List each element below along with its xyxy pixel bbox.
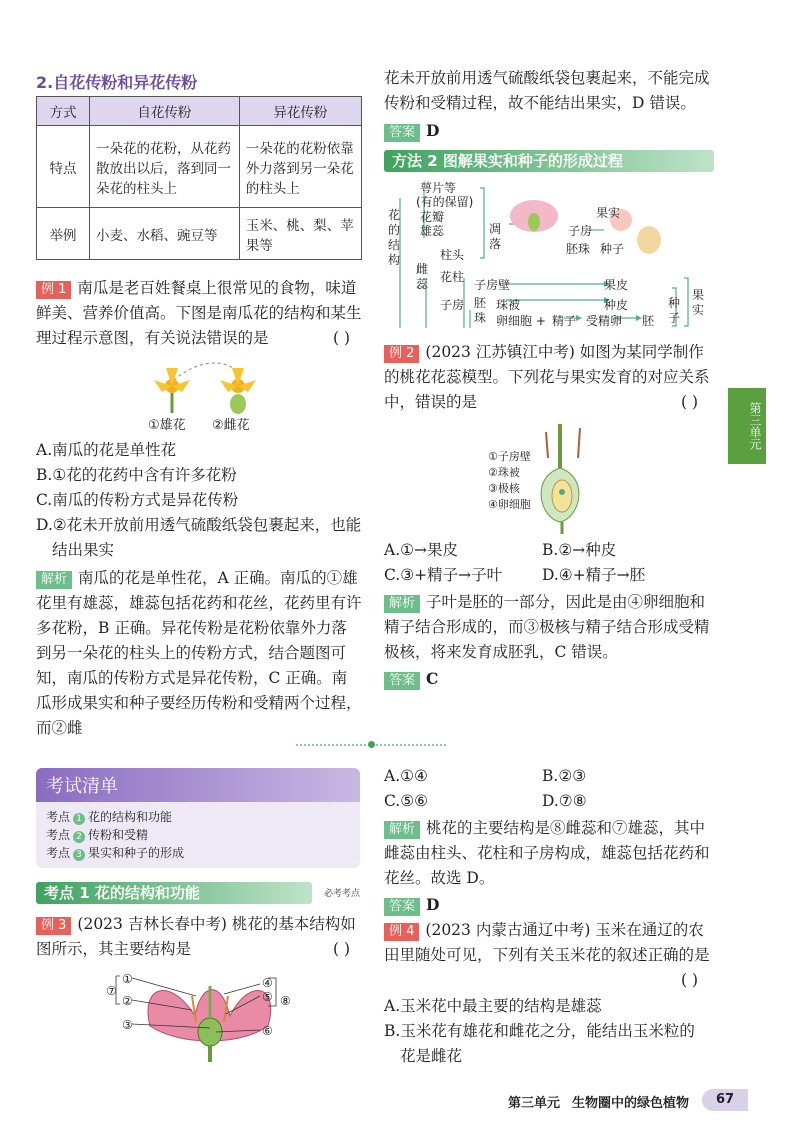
fig-label: ⑤ — [262, 990, 273, 1004]
diagram-text: 花瓣 — [420, 210, 445, 224]
option: D.②花未开放前用透气硫酸纸袋包裹起来，也能结出果实 — [36, 516, 362, 559]
fig-label: ① — [122, 972, 133, 986]
table-header: 异花传粉 — [239, 97, 361, 126]
fig-label: ④ — [262, 976, 273, 990]
point-note: 必考考点 — [324, 889, 361, 899]
question-stem: (2023 吉林长春中考) 桃花的基本结构如图所示，其主要结构是 — [36, 915, 356, 958]
fig-label: ③ — [122, 1018, 133, 1032]
answer-tag: 答案 — [384, 124, 420, 142]
table-header: 方式 — [37, 97, 90, 126]
seed-icon — [637, 226, 661, 254]
options-list — [384, 994, 710, 1069]
exam-checklist — [36, 768, 360, 868]
table-cell: 特点 — [37, 126, 90, 208]
divider-dot — [368, 741, 375, 748]
table-header: 自花传粉 — [90, 97, 240, 126]
options-grid — [384, 764, 710, 814]
options-list — [36, 438, 362, 563]
page-number: 67 — [702, 1089, 748, 1111]
answer-line — [384, 118, 439, 144]
answer-tag: 答案 — [384, 898, 420, 916]
diagram-text: 果实 — [692, 288, 705, 317]
fig-label: ④卵细胞 — [488, 498, 531, 511]
answer-paren: ( ) — [332, 940, 350, 958]
diagram-text: 雄蕊 — [420, 224, 445, 238]
diagram-text: 珠被 — [496, 298, 521, 312]
diagram-text: 果皮 — [604, 278, 629, 292]
analysis-text: 子叶是胚的一部分，因此是由④卵细胞和精子结合形成的，而③极核与精子结合形成受精极核，将来发育成胚乳，C 错误。 — [384, 593, 710, 661]
flower-structure-label: 花的结构 — [388, 208, 401, 267]
answer-paren: ( ) — [680, 971, 698, 989]
section-title: 2.自花传粉和异花传粉 — [36, 73, 198, 92]
checklist-item: 考点 3 果实和种子的形成 — [46, 846, 185, 860]
table-cell: 玉米、桃、梨、苹果等 — [239, 208, 361, 260]
answer-value: D — [426, 121, 440, 140]
diagram-text: 果实 — [596, 206, 621, 220]
example-2 — [384, 340, 710, 415]
diagram-text: 凋落 — [489, 222, 502, 251]
analysis-tag: 解析 — [36, 571, 72, 589]
example-tag: 例 3 — [36, 917, 71, 935]
checklist-title: 考试清单 — [36, 768, 360, 802]
answer-tag: 答案 — [384, 672, 420, 690]
analysis-2 — [384, 590, 710, 665]
checklist-item: 考点 2 传粉和受精 — [46, 828, 149, 842]
footer-chapter: 生物圈中的绿色植物 — [572, 1096, 690, 1111]
options-grid — [384, 538, 710, 588]
analysis-tag: 解析 — [384, 595, 420, 613]
fig-label: ①雄花 — [148, 418, 186, 433]
comparison-table — [36, 96, 362, 260]
diagram-text: 胚 — [642, 314, 655, 328]
analysis-tag: 解析 — [384, 821, 420, 839]
option: B.玉米花有雄花和雌花之分，能结出玉米粒的花是雌花 — [384, 1022, 695, 1065]
peach-flower-icon — [510, 200, 558, 232]
method-banner: 方法 2 图解果实和种子的形成过程 — [384, 150, 714, 172]
answer-paren: ( ) — [332, 329, 350, 347]
fig-label: ② — [122, 994, 133, 1008]
diagram-text: 胚珠 — [474, 296, 487, 325]
analysis-1 — [36, 566, 362, 741]
diagram-text: 柱头 — [440, 248, 465, 262]
option: A.南瓜的花是单性花 — [36, 441, 177, 459]
question-stem: (2023 内蒙古通辽中考) 玉米在通辽的农田里随处可见，下列有关玉米花的叙述正确的是 — [384, 921, 710, 964]
option: D.⑦⑧ — [542, 792, 587, 810]
option: A.①→果皮 — [384, 541, 459, 559]
question-stem: 南瓜是老百姓餐桌上很常见的食物，味道鲜美、营养价值高。下图是南瓜花的结构和某生理过程示意图，有关说法错误的是 — [36, 279, 362, 347]
unit-side-tab: 第三单元 — [728, 388, 766, 464]
diagram-text: 子房 — [440, 298, 465, 312]
footer-unit: 第三单元 — [508, 1096, 561, 1111]
diagram-text: (有的保留) — [416, 195, 474, 209]
male-flower-icon — [154, 368, 190, 413]
example-tag: 例 1 — [36, 281, 71, 299]
option: C.南瓜的传粉方式是异花传粉 — [36, 491, 239, 509]
answer-value: D — [426, 895, 440, 914]
option: A.①④ — [384, 767, 428, 785]
answer-paren: ( ) — [680, 393, 698, 411]
diagram-text: 子房 — [568, 224, 593, 238]
checklist-item: 考点 1 花的结构和功能 — [46, 810, 173, 824]
diagram-text: 种子 — [668, 296, 681, 325]
fig-label: ⑥ — [262, 1024, 273, 1038]
diagram-text: 卵细胞 + — [496, 314, 546, 328]
answer-line — [384, 666, 438, 692]
fig-label: ②雌花 — [212, 418, 250, 433]
example-1 — [36, 276, 362, 351]
diagram-text: 雌蕊 — [416, 262, 429, 291]
diagram-text: 萼片等 — [420, 181, 457, 195]
analysis-3 — [384, 816, 710, 891]
fig-label: ③极核 — [488, 482, 520, 495]
table-cell: 一朵花的花粉依靠外力落到另一朵花的柱头上 — [239, 126, 361, 208]
table-cell: 小麦、水稻、豌豆等 — [90, 208, 240, 260]
diagram-text: 种皮 — [604, 298, 629, 312]
answer-line — [384, 892, 439, 918]
example-4 — [384, 918, 710, 993]
diagram-text: 种子 — [600, 242, 625, 256]
fig-label: ⑦ — [106, 984, 117, 998]
question-stem: (2023 江苏镇江中考) 如图为某同学制作的桃花花蕊模型。下列花与果实发育的对应关系中，错误的是 — [384, 343, 710, 411]
option: C.③+精子→子叶 — [384, 566, 503, 584]
option: D.④+精子→胚 — [542, 566, 646, 584]
option: B.②→种皮 — [542, 541, 617, 559]
option: A.玉米花中最主要的结构是雄蕊 — [384, 997, 602, 1015]
diagram-text: 子房壁 — [474, 278, 511, 292]
table-cell: 一朵花的花粉，从花药散放出以后，落到同一朵花的柱头上 — [90, 126, 240, 208]
diagram-text: 花柱 — [440, 270, 465, 284]
continued-text: 花未开放前用透气硫酸纸袋包裹起来，不能完成传粉和受精过程，故不能结出果实，D 错误。 — [384, 69, 710, 112]
option: B.①花的花药中含有许多花粉 — [36, 466, 237, 484]
example-3 — [36, 912, 362, 962]
table-cell: 举例 — [37, 208, 90, 260]
fig-label: ②珠被 — [488, 466, 520, 479]
female-flower-icon — [220, 368, 256, 414]
diagram-text: 胚珠 — [566, 242, 591, 256]
point-banner: 考点 1 花的结构和功能 — [36, 882, 312, 904]
diagram-text: 受精卵 — [586, 314, 623, 328]
example-tag: 例 4 — [384, 923, 419, 941]
option: C.⑤⑥ — [384, 792, 429, 810]
fig-label: ①子房壁 — [488, 450, 531, 463]
example-tag: 例 2 — [384, 345, 419, 363]
option: B.②③ — [542, 767, 587, 785]
diagram-text: 精子 — [552, 314, 577, 328]
analysis-text: 桃花的主要结构是⑧雌蕊和⑦雄蕊，其中雌蕊由柱头、花柱和子房构成，雄蕊包括花药和花丝。故选 D。 — [384, 819, 710, 887]
analysis-text: 南瓜的花是单性花，A 正确。南瓜的①雄花里有雄蕊，雄蕊包括花药和花丝，花药里有许多花粉，B 正确。异花传粉是花粉依靠外力落到另一朵花的柱头上的传粉方式，结合题图可知，南瓜的传粉方式是异花传粉，C 正确。南瓜形成果实和种子要经历传粉和受精两个过程，而②雌 — [36, 569, 362, 737]
fig-label: ⑧ — [280, 994, 291, 1008]
answer-value: C — [426, 669, 439, 688]
